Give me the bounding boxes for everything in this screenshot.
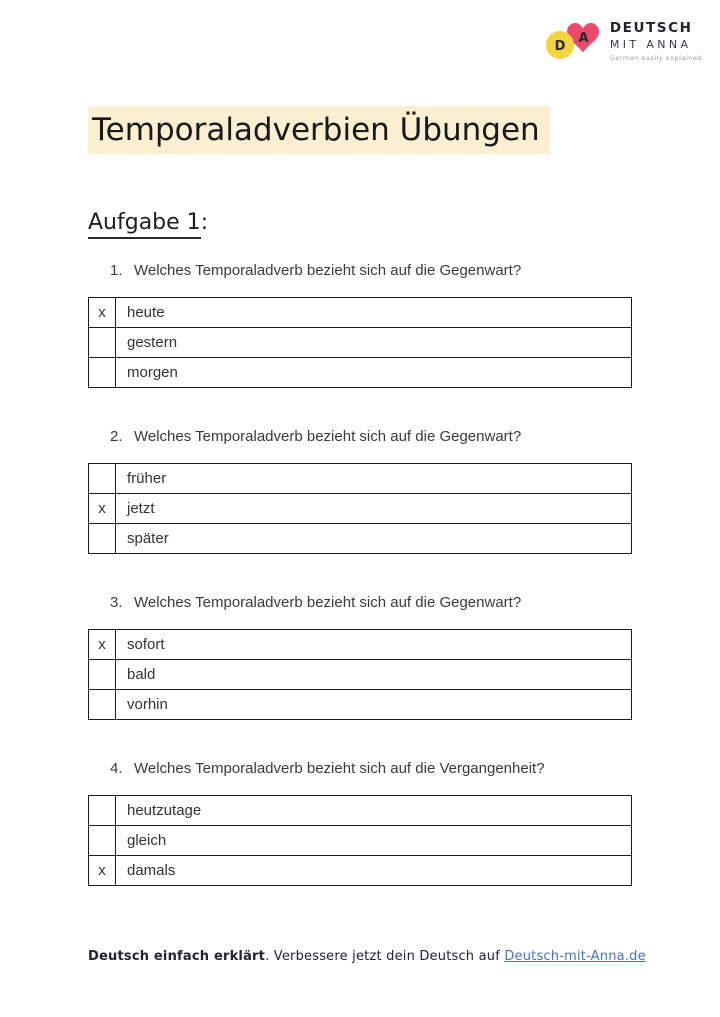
table-row	[89, 856, 632, 886]
logo-letter-d: D	[554, 39, 566, 54]
footer-website-link[interactable]: Deutsch-mit-Anna.de	[504, 949, 646, 964]
question-2-number: 2.	[110, 428, 123, 445]
table-row	[89, 328, 632, 358]
question-3	[110, 594, 632, 611]
answer-label-cell: früher	[116, 464, 632, 494]
table-row	[89, 690, 632, 720]
table-row	[89, 630, 632, 660]
answer-mark-cell	[89, 826, 116, 856]
question-4-text: Welches Temporaladverb bezieht sich auf die Vergangenheit?	[134, 760, 545, 777]
document-body	[88, 0, 632, 886]
question-3-options-table	[88, 629, 632, 720]
answer-label-cell: damals	[116, 856, 632, 886]
answer-mark-cell	[89, 796, 116, 826]
table-row	[89, 358, 632, 388]
answer-mark-cell	[89, 690, 116, 720]
footer-regular-text: . Verbessere jetzt dein Deutsch auf	[265, 949, 505, 964]
answer-mark-cell	[89, 358, 116, 388]
answer-label-cell: gleich	[116, 826, 632, 856]
footer-bold-text: Deutsch einfach erklärt	[88, 949, 266, 964]
question-4-number: 4.	[110, 760, 123, 777]
page-title: Temporaladverbien Übungen	[88, 106, 550, 154]
question-4	[110, 760, 632, 777]
answer-mark-cell	[89, 524, 116, 554]
logo-name-line1: DEUTSCH	[609, 20, 693, 36]
logo-letter-a: A	[578, 31, 589, 46]
answer-mark-cell	[89, 660, 116, 690]
section-heading	[88, 210, 632, 235]
table-row	[89, 298, 632, 328]
answer-mark-cell: x	[89, 856, 116, 886]
section-heading-colon: :	[200, 210, 209, 235]
answer-mark-cell	[89, 464, 116, 494]
question-3-number: 3.	[110, 594, 123, 611]
table-row	[89, 494, 632, 524]
question-1-number: 1.	[110, 262, 123, 279]
table-row	[89, 826, 632, 856]
table-row	[89, 464, 632, 494]
question-2-text: Welches Temporaladverb bezieht sich auf die Gegenwart?	[134, 428, 522, 445]
table-row	[89, 796, 632, 826]
answer-label-cell: später	[116, 524, 632, 554]
answer-label-cell: heute	[116, 298, 632, 328]
answer-mark-cell	[89, 328, 116, 358]
question-3-text: Welches Temporaladverb bezieht sich auf die Gegenwart?	[134, 594, 522, 611]
answer-label-cell: jetzt	[116, 494, 632, 524]
question-1	[110, 262, 632, 279]
logo-tagline: German easily explained	[609, 54, 702, 62]
question-4-options-table	[88, 795, 632, 886]
answer-mark-cell: x	[89, 630, 116, 660]
footer	[88, 949, 646, 964]
answer-label-cell: bald	[116, 660, 632, 690]
section-heading-label: Aufgabe 1	[88, 210, 201, 239]
question-1-text: Welches Temporaladverb bezieht sich auf die Gegenwart?	[134, 262, 522, 279]
answer-label-cell: gestern	[116, 328, 632, 358]
logo-name-line2: MIT ANNA	[609, 38, 692, 51]
answer-mark-cell: x	[89, 494, 116, 524]
answer-mark-cell: x	[89, 298, 116, 328]
question-1-options-table	[88, 297, 632, 388]
question-2	[110, 428, 632, 445]
answer-label-cell: morgen	[116, 358, 632, 388]
answer-label-cell: vorhin	[116, 690, 632, 720]
answer-label-cell: heutzutage	[116, 796, 632, 826]
table-row	[89, 660, 632, 690]
table-row	[89, 524, 632, 554]
question-2-options-table	[88, 463, 632, 554]
answer-label-cell: sofort	[116, 630, 632, 660]
